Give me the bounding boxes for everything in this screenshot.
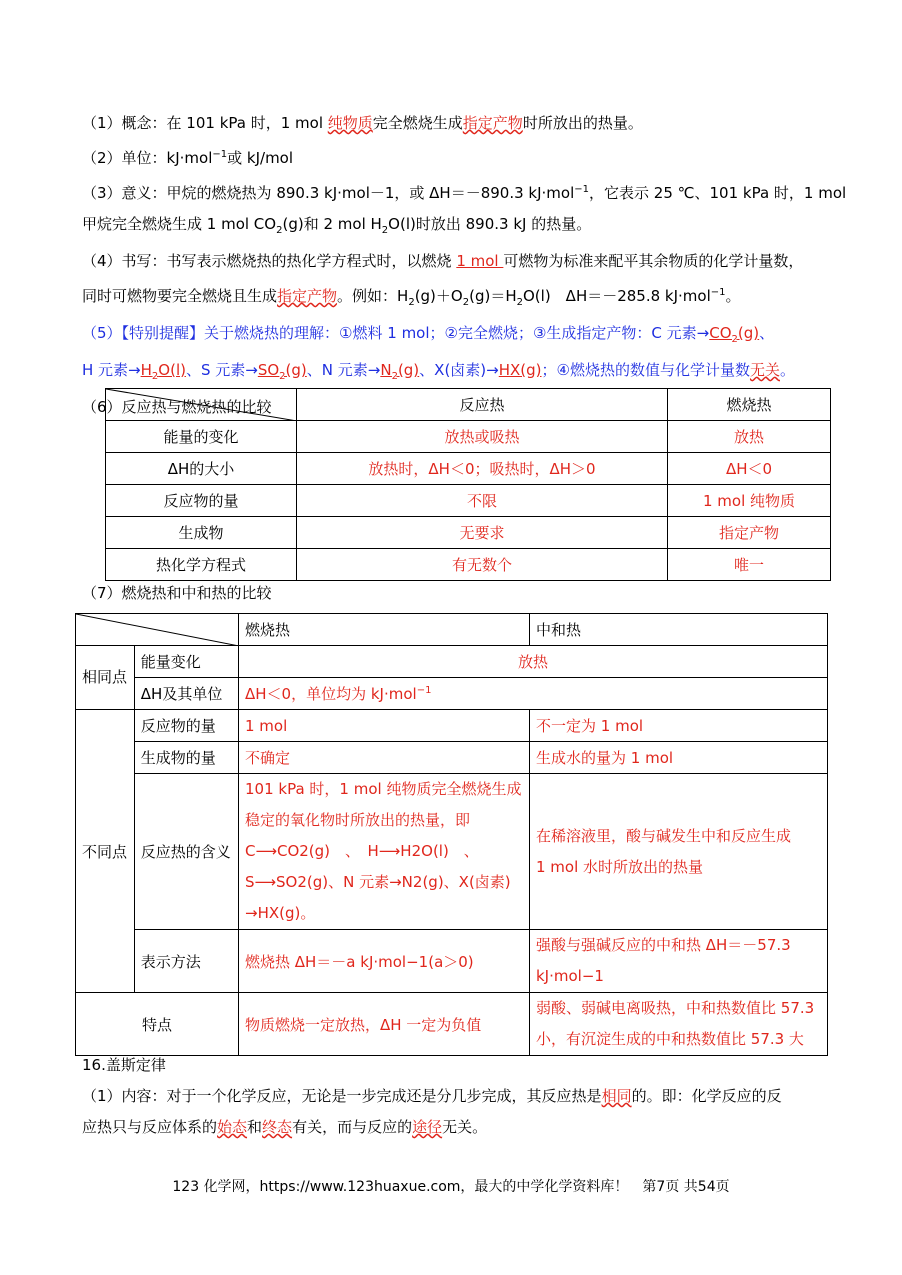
- diagonal-line: [106, 389, 297, 421]
- feat-c1: 物质燃烧一定放热，ΔH 一定为负值: [239, 993, 530, 1056]
- expr-c2: 强酸与强碱反应的中和热 ΔH＝－57.3 kJ·mol−1: [530, 930, 828, 993]
- header-reaction-heat: 反应热: [297, 389, 668, 421]
- prod-label: 生成物的量: [134, 742, 238, 774]
- hess-line-2: 应热只与反应体系的始态和终态有关，而与反应的途径无关。: [82, 1118, 488, 1136]
- section-7-title: （7）燃烧热和中和热的比较: [82, 584, 272, 602]
- cell: 放热或吸热: [297, 421, 668, 453]
- row-label: 反应物的量: [106, 485, 297, 517]
- cell: 有无数个: [297, 549, 668, 581]
- table-row: [106, 453, 831, 485]
- row-label: ΔH的大小: [106, 453, 297, 485]
- comparison-table-1: [105, 388, 831, 581]
- expr-label: 表示方法: [134, 930, 238, 993]
- cell: 放热: [668, 421, 831, 453]
- cell: 不限: [297, 485, 668, 517]
- meaning-c1: 101 kPa 时，1 mol 纯物质完全燃烧生成 稳定的氧化物时所放出的热量，即 C⟶CO2(g) 、 H⟶H2O(l) 、 S⟶SO2(g)、N 元素→N2(g)、X(卤素) →HX(g)。: [239, 774, 530, 930]
- energy-value: 放热: [239, 646, 828, 678]
- table-row: [106, 421, 831, 453]
- meaning-c2: 在稀溶液里，酸与碱发生中和反应生成 1 mol 水时所放出的热量: [530, 774, 828, 930]
- feat-label: 特点: [76, 993, 239, 1056]
- meaning-label: 反应热的含义: [134, 774, 238, 930]
- prod-c1: 不确定: [239, 742, 530, 774]
- concept-line: （1）概念：在 101 kPa 时，1 mol 纯物质完全燃烧生成指定产物时所放出的热量。: [82, 114, 643, 132]
- cell: 1 mol 纯物质: [668, 485, 831, 517]
- react-c2: 不一定为 1 mol: [530, 710, 828, 742]
- diff-label: 不同点: [76, 710, 135, 993]
- table-row: [106, 485, 831, 517]
- header-combustion-heat: 燃烧热: [239, 614, 530, 646]
- diagonal-header-cell: [76, 614, 239, 646]
- reminder-line-1: （5）【特别提醒】关于燃烧热的理解：①燃料 1 mol；②完全燃烧；③生成指定产物：C 元素$\to CO_2(g)$、: [82, 324, 775, 345]
- cell: 指定产物: [668, 517, 831, 549]
- expr-c1: 燃烧热 ΔH＝－a kJ·mol−1(a＞0): [239, 930, 530, 993]
- row-label: 热化学方程式: [106, 549, 297, 581]
- dh-value: ΔH＜0，单位均为 kJ·mol$^{-1}$: [239, 678, 828, 710]
- cell: 唯一: [668, 549, 831, 581]
- content: [82, 108, 847, 423]
- section-16-title: 16.盖斯定律: [82, 1056, 166, 1074]
- hess-line-1: （1）内容：对于一个化学反应，无论是一步完成还是分几步完成，其反应热是相同的。即：化学反应的反: [82, 1087, 782, 1105]
- writing-line-1: （4）书写：书写表示燃烧热的热化学方程式时，以燃烧 1 mol 可燃物为标准来配平其余物质的化学计量数，: [82, 252, 804, 270]
- diagonal-line: [76, 614, 239, 646]
- writing-line-2: 同时可燃物要完全燃烧且生成指定产物。例如：$H_2(g)+O_2(g)=H_2O(l)$ ΔH＝－285.8 kJ·mol$^{-1}$。: [82, 287, 741, 308]
- react-c1: 1 mol: [239, 710, 530, 742]
- section-6-title: （6）反应热与燃烧热的比较: [82, 398, 272, 416]
- row-label: 生成物: [106, 517, 297, 549]
- comparison-table-2: [75, 613, 828, 1056]
- reminder-line-2: H 元素$\to H_2O(l)$、S 元素$\to SO_2(g)$、N 元素$\to N_2(g)$、X(卤素)→HX(g)；④燃烧热的数值与化学计量数无关。: [82, 361, 795, 382]
- energy-label: 能量变化: [134, 646, 238, 678]
- diagonal-header-cell: [106, 389, 297, 421]
- table-row: [106, 549, 831, 581]
- react-label: 反应物的量: [134, 710, 238, 742]
- cell: 无要求: [297, 517, 668, 549]
- meaning-line-2: 甲烷完全燃烧生成 1 mol $CO_2(g)$和 2 mol $H_2O(l)$时放出 890.3 kJ 的热量。: [82, 215, 592, 236]
- table-row: [106, 517, 831, 549]
- page-footer: 123 化学网，https://www.123huaxue.com，最大的中学化学资料库！ 第7页 共54页: [172, 1179, 730, 1195]
- cell: 放热时，ΔH＜0；吸热时，ΔH＞0: [297, 453, 668, 485]
- section-16: [82, 1050, 782, 1143]
- dh-label: ΔH及其单位: [134, 678, 238, 710]
- prod-c2: 生成水的量为 1 mol: [530, 742, 828, 774]
- meaning-line-1: （3）意义：甲烷的燃烧热为 890.3 kJ·mol－1，或 ΔH＝－890.3 kJ·mol$^{-1}$，它表示 25 ℃、101 kPa 时，1 mol: [82, 184, 847, 202]
- unit-line: （2）单位：kJ·mol$^{-1}$或 kJ/mol: [82, 149, 294, 167]
- header-combustion-heat: 燃烧热: [668, 389, 831, 421]
- feat-c2: 弱酸、弱碱电离吸热，中和热数值比 57.3 小，有沉淀生成的中和热数值比 57.3 大: [530, 993, 828, 1056]
- same-label: 相同点: [76, 646, 135, 710]
- header-neutralization-heat: 中和热: [530, 614, 828, 646]
- cell: ΔH＜0: [668, 453, 831, 485]
- row-label: 能量的变化: [106, 421, 297, 453]
